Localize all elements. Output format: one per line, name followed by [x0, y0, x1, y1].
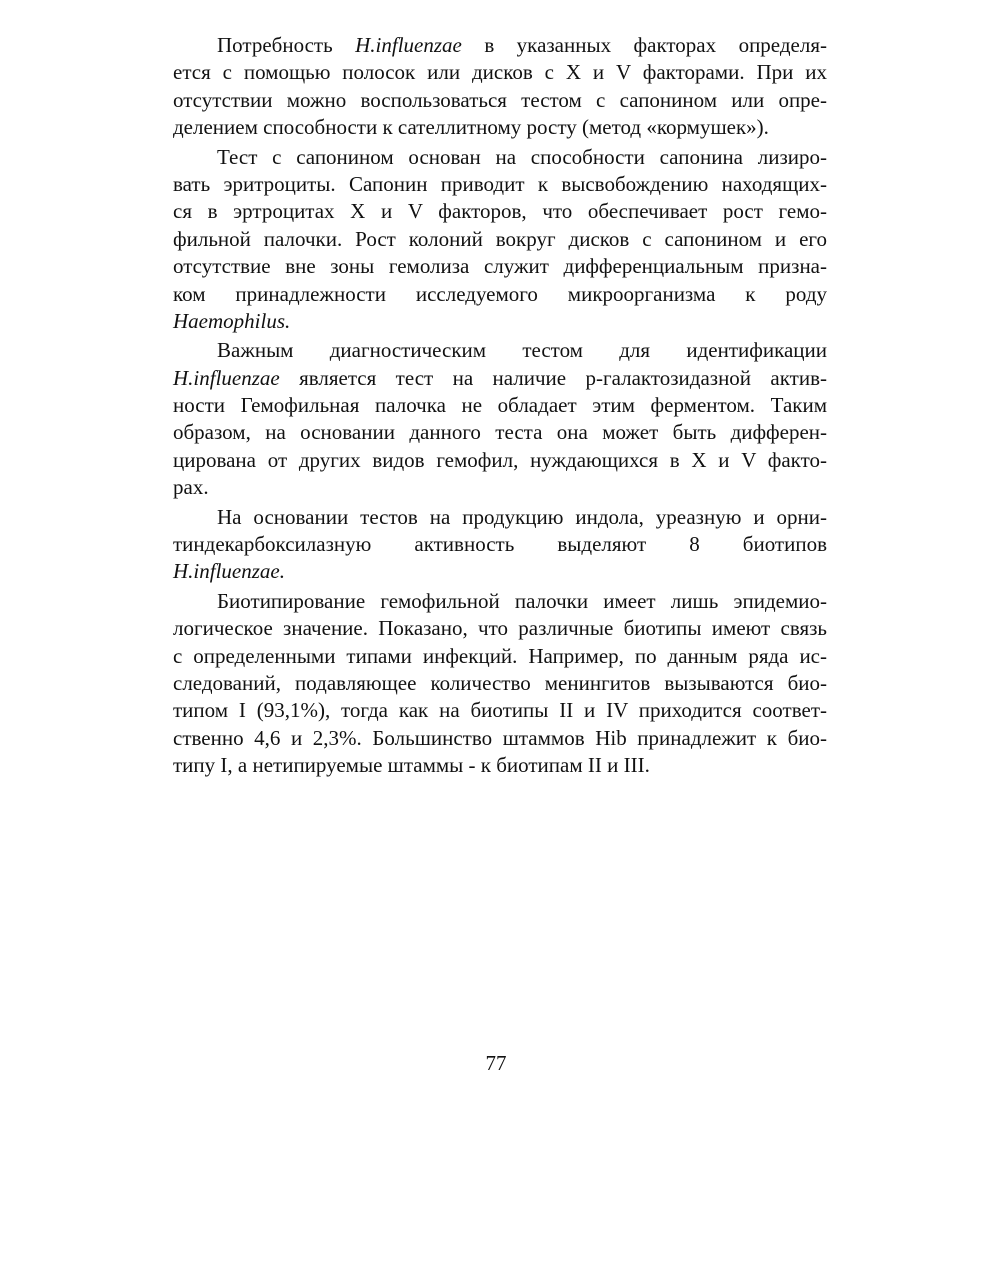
text-segment: ности Гемофильная палочка не обладает этим ферментом. Таким: [173, 393, 827, 418]
page-body: [173, 32, 827, 780]
text-segment: ком принадлежности исследуемого микроорганизма к роду: [173, 281, 827, 306]
italic-term: H.influenzae.: [173, 559, 285, 584]
italic-term: Haemophilus.: [173, 308, 291, 333]
text-line: [173, 447, 827, 474]
text-line: [173, 253, 827, 280]
text-line: [173, 697, 827, 724]
text-line: [173, 670, 827, 697]
text-segment: делением способности к сателлитному росту (метод «кормушек»).: [173, 115, 769, 140]
text-segment: типу I, а нетипируемые штаммы - к биотипам II и III.: [173, 753, 650, 778]
text-segment: ется с помощью полосок или дисков с X и V факторами. При их: [173, 60, 827, 85]
text-segment: рах.: [173, 475, 209, 500]
text-segment: отсутствие вне зоны гемолиза служит дифференциальным призна-: [173, 254, 827, 279]
text-line: [173, 392, 827, 419]
paragraph: [173, 144, 827, 336]
text-segment: ственно 4,6 и 2,3%. Большинство штаммов Hib принадлежит к био-: [173, 725, 827, 750]
text-segment: тиндекарбоксилазную активность выделяют 8 биотипов: [173, 532, 827, 557]
text-line: [173, 558, 827, 585]
italic-term: H.influenzae: [355, 33, 462, 57]
text-line: [173, 615, 827, 642]
text-line: [173, 32, 827, 59]
text-segment: отсутствии можно воспользоваться тестом с сапонином или опре-: [173, 87, 827, 112]
italic-term: H.influenzae: [173, 365, 280, 390]
text-segment: цирована от других видов гемофил, нуждающихся в X и V факто-: [173, 447, 827, 472]
text-line: [173, 337, 827, 364]
text-segment: Тест с сапонином основан на способности сапонина лизиро-: [217, 144, 827, 169]
text-segment: ся в эртроцитах X и V факторов, что обеспечивает рост гемо-: [173, 199, 827, 224]
text-line: [173, 504, 827, 531]
text-segment: вать эритроциты. Сапонин приводит к высвобождению находящих-: [173, 171, 827, 196]
text-line: [173, 588, 827, 615]
text-line: [173, 643, 827, 670]
text-line: [173, 752, 827, 779]
text-segment: образом, на основании данного теста она может быть дифферен-: [173, 420, 827, 445]
paragraph: [173, 337, 827, 501]
text-segment: в указанных факторах определя-: [461, 33, 827, 57]
text-segment: является тест на наличие р-галактозидазной актив-: [279, 365, 827, 390]
text-line: [173, 419, 827, 446]
text-line: [173, 308, 827, 335]
page-number: 77: [485, 1051, 507, 1075]
paragraph: [173, 32, 827, 142]
text-segment: Важным диагностическим тестом для идентификации: [217, 338, 827, 363]
text-line: [173, 198, 827, 225]
text-line: [173, 87, 827, 114]
text-segment: следований, подавляющее количество менингитов вызываются био-: [173, 670, 827, 695]
text-segment: типом I (93,1%), тогда как на биотипы II и IV приходится соответ-: [173, 698, 827, 723]
text-line: [173, 281, 827, 308]
text-line: [173, 171, 827, 198]
text-segment: Потребность: [217, 33, 356, 57]
text-segment: Биотипирование гемофильной палочки имеет лишь эпидемио-: [217, 588, 827, 613]
text-line: [173, 474, 827, 501]
paragraph: [173, 504, 827, 586]
text-line: [173, 365, 827, 392]
text-line: [173, 144, 827, 171]
paragraph: [173, 588, 827, 780]
text-line: [173, 59, 827, 86]
text-line: [173, 114, 827, 141]
text-segment: с определенными типами инфекций. Например, по данным ряда ис-: [173, 643, 827, 668]
text-line: [173, 725, 827, 752]
text-line: [173, 531, 827, 558]
text-line: [173, 226, 827, 253]
text-segment: фильной палочки. Рост колоний вокруг дисков с сапонином и его: [173, 226, 827, 251]
text-segment: На основании тестов на продукцию индола, уреазную и орни-: [217, 504, 827, 529]
text-segment: логическое значение. Показано, что различные биотипы имеют связь: [173, 616, 827, 641]
